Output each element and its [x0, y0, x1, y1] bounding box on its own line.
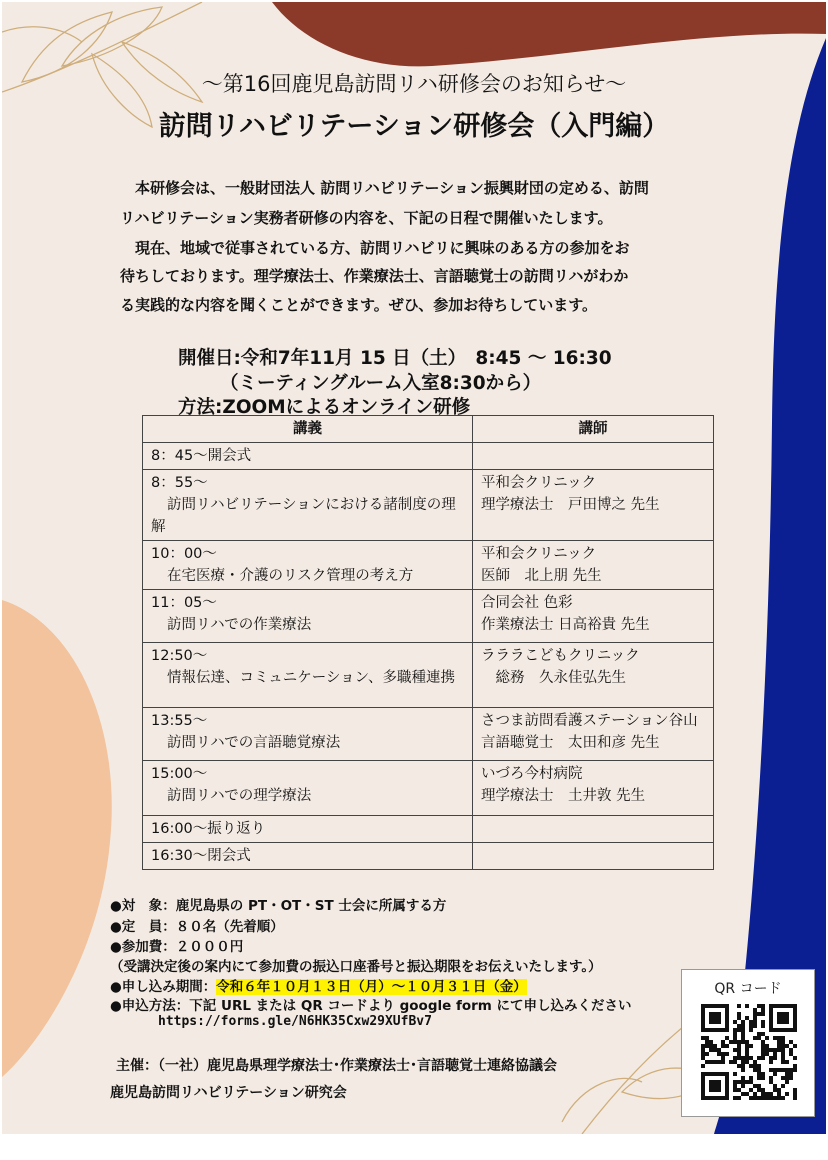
lecturer-cell	[473, 443, 714, 470]
lecturer-org: 合同会社 色彩	[481, 595, 573, 611]
intro-line: リハビリテーション実務者研修の内容を、下記の日程で開催いたします。	[120, 209, 613, 227]
qr-label: QR コード	[714, 981, 782, 997]
lecturer-name: 理学療法士 戸田博之 先生	[481, 497, 660, 513]
schedule-row	[143, 470, 714, 541]
lecture-cell	[143, 470, 473, 541]
intro-line: 本研修会は、一般財団法人 訪問リハビリテーション振興財団の定める、訪問	[120, 179, 649, 197]
lecturer-cell	[473, 470, 714, 541]
lecturer-org: 平和会クリニック	[481, 546, 597, 562]
session-time: 15:00～	[151, 766, 208, 782]
schedule-row	[143, 843, 714, 870]
lecturer-name: 作業療法士 日高裕貴 先生	[481, 617, 650, 633]
lecturer-name: 言語聴覚士 太田和彦 先生	[481, 735, 660, 751]
period-label: ●申し込み期間：	[110, 979, 217, 995]
lecturer-cell	[473, 708, 714, 761]
session-time: 16:00～振り返り	[151, 821, 266, 837]
schedule-table	[142, 415, 714, 870]
lecturer-cell	[473, 843, 714, 870]
lecturer-cell	[473, 761, 714, 816]
lecture-cell	[143, 643, 473, 708]
session-time: 8：45～開会式	[151, 448, 252, 464]
event-title: 訪問リハビリテーション研修会（入門編）	[158, 111, 670, 142]
session-title: 訪問リハビリテーションにおける諸制度の理解	[151, 497, 456, 535]
session-title: 情報伝達、コミュニケーション、多職種連携	[167, 670, 455, 686]
lecturer-org: さつま訪問看護ステーション谷山	[481, 713, 698, 729]
lecturer-org: 平和会クリニック	[481, 475, 597, 491]
poster	[2, 2, 826, 1134]
session-time: 12:50～	[151, 648, 208, 664]
lecturer-org: いづろ今村病院	[481, 766, 583, 782]
lecture-cell	[143, 541, 473, 590]
schedule-row	[143, 541, 714, 590]
session-time: 16:30～閉会式	[151, 848, 251, 864]
schedule-row	[143, 708, 714, 761]
event-subtitle: ～第16回鹿児島訪問リハ研修会のお知らせ～	[201, 72, 627, 96]
session-time: 10：00～	[151, 546, 217, 562]
session-title: 訪問リハでの理学療法	[167, 788, 312, 804]
form-url-link[interactable]: https://forms.gle/N6HK35Cxw29XUfBv7	[158, 1014, 432, 1029]
lecture-cell	[143, 761, 473, 816]
lecturer-cell	[473, 541, 714, 590]
schedule-row	[143, 816, 714, 843]
intro-line: 現在、地域で従事されている方、訪問リハビリに興味のある方の参加をお	[120, 239, 630, 257]
lecturer-cell	[473, 643, 714, 708]
lecturer-name: 理学療法士 土井敦 先生	[481, 788, 646, 804]
event-date: 開催日:令和7年11月 15 日（土） 8:45 ～ 16:30	[178, 348, 612, 369]
lecturer-name: 医師 北上朋 先生	[481, 568, 602, 584]
session-time: 13:55～	[151, 713, 208, 729]
schedule-row	[143, 761, 714, 816]
qr-code[interactable]	[701, 1004, 797, 1100]
lecture-cell	[143, 816, 473, 843]
lecturer-cell	[473, 816, 714, 843]
intro-line: る実践的な内容を聞くことができます。ぜひ、参加お待ちしています。	[120, 296, 598, 314]
lecture-cell	[143, 590, 473, 643]
application-method: ●申込方法：下記 URL または QR コードより google form にて申し込みください	[110, 998, 632, 1014]
fee-detail-note: （受講決定後の案内にて参加費の振込口座番号と振込期限をお伝えいたします。）	[110, 959, 602, 975]
session-title: 訪問リハでの作業療法	[167, 617, 312, 633]
organizer-line: 鹿児島訪問リハビリテーション研究会	[110, 1085, 347, 1101]
schedule-row	[143, 643, 714, 708]
session-title: 訪問リハでの言語聴覚療法	[167, 735, 341, 751]
lecturer-cell	[473, 590, 714, 643]
header-lecture: 講義	[143, 416, 473, 443]
event-entry-time: （ミーティングルーム入室8:30から）	[220, 373, 542, 394]
intro-line: 待ちしております。理学療法士、作業療法士、言語聴覚士の訪問リハがわか	[120, 267, 629, 285]
fee-note: ●参加費：２０００円	[110, 939, 244, 955]
lecturer-name: 総務 久永佳弘先生	[481, 670, 626, 686]
organizer-line: 主催：（一社）鹿児島県理学療法士･作業療法士･言語聴覚士連絡協議会	[116, 1058, 557, 1074]
lecture-cell	[143, 443, 473, 470]
session-title: 在宅医療・介護のリスク管理の考え方	[167, 568, 414, 584]
period-highlight: 令和６年１０月１３日（月）～１０月３１日（金）	[216, 979, 527, 995]
session-time: 8：55～	[151, 475, 208, 491]
schedule-header-row	[143, 416, 714, 443]
schedule-row	[143, 590, 714, 643]
qr-panel	[681, 969, 815, 1117]
lecture-cell	[143, 708, 473, 761]
header-lecturer: 講師	[473, 416, 714, 443]
lecturer-org: ラララこどもクリニック	[481, 648, 640, 664]
session-time: 11：05～	[151, 595, 217, 611]
capacity-note: ●定 員：８０名（先着順）	[110, 919, 284, 935]
application-period	[110, 975, 527, 995]
lecture-cell	[143, 843, 473, 870]
target-note: ●対 象：鹿児島県の PT・OT・ST 士会に所属する方	[110, 898, 447, 914]
event-method: 方法:ZOOMによるオンライン研修	[178, 397, 471, 418]
schedule-row	[143, 443, 714, 470]
